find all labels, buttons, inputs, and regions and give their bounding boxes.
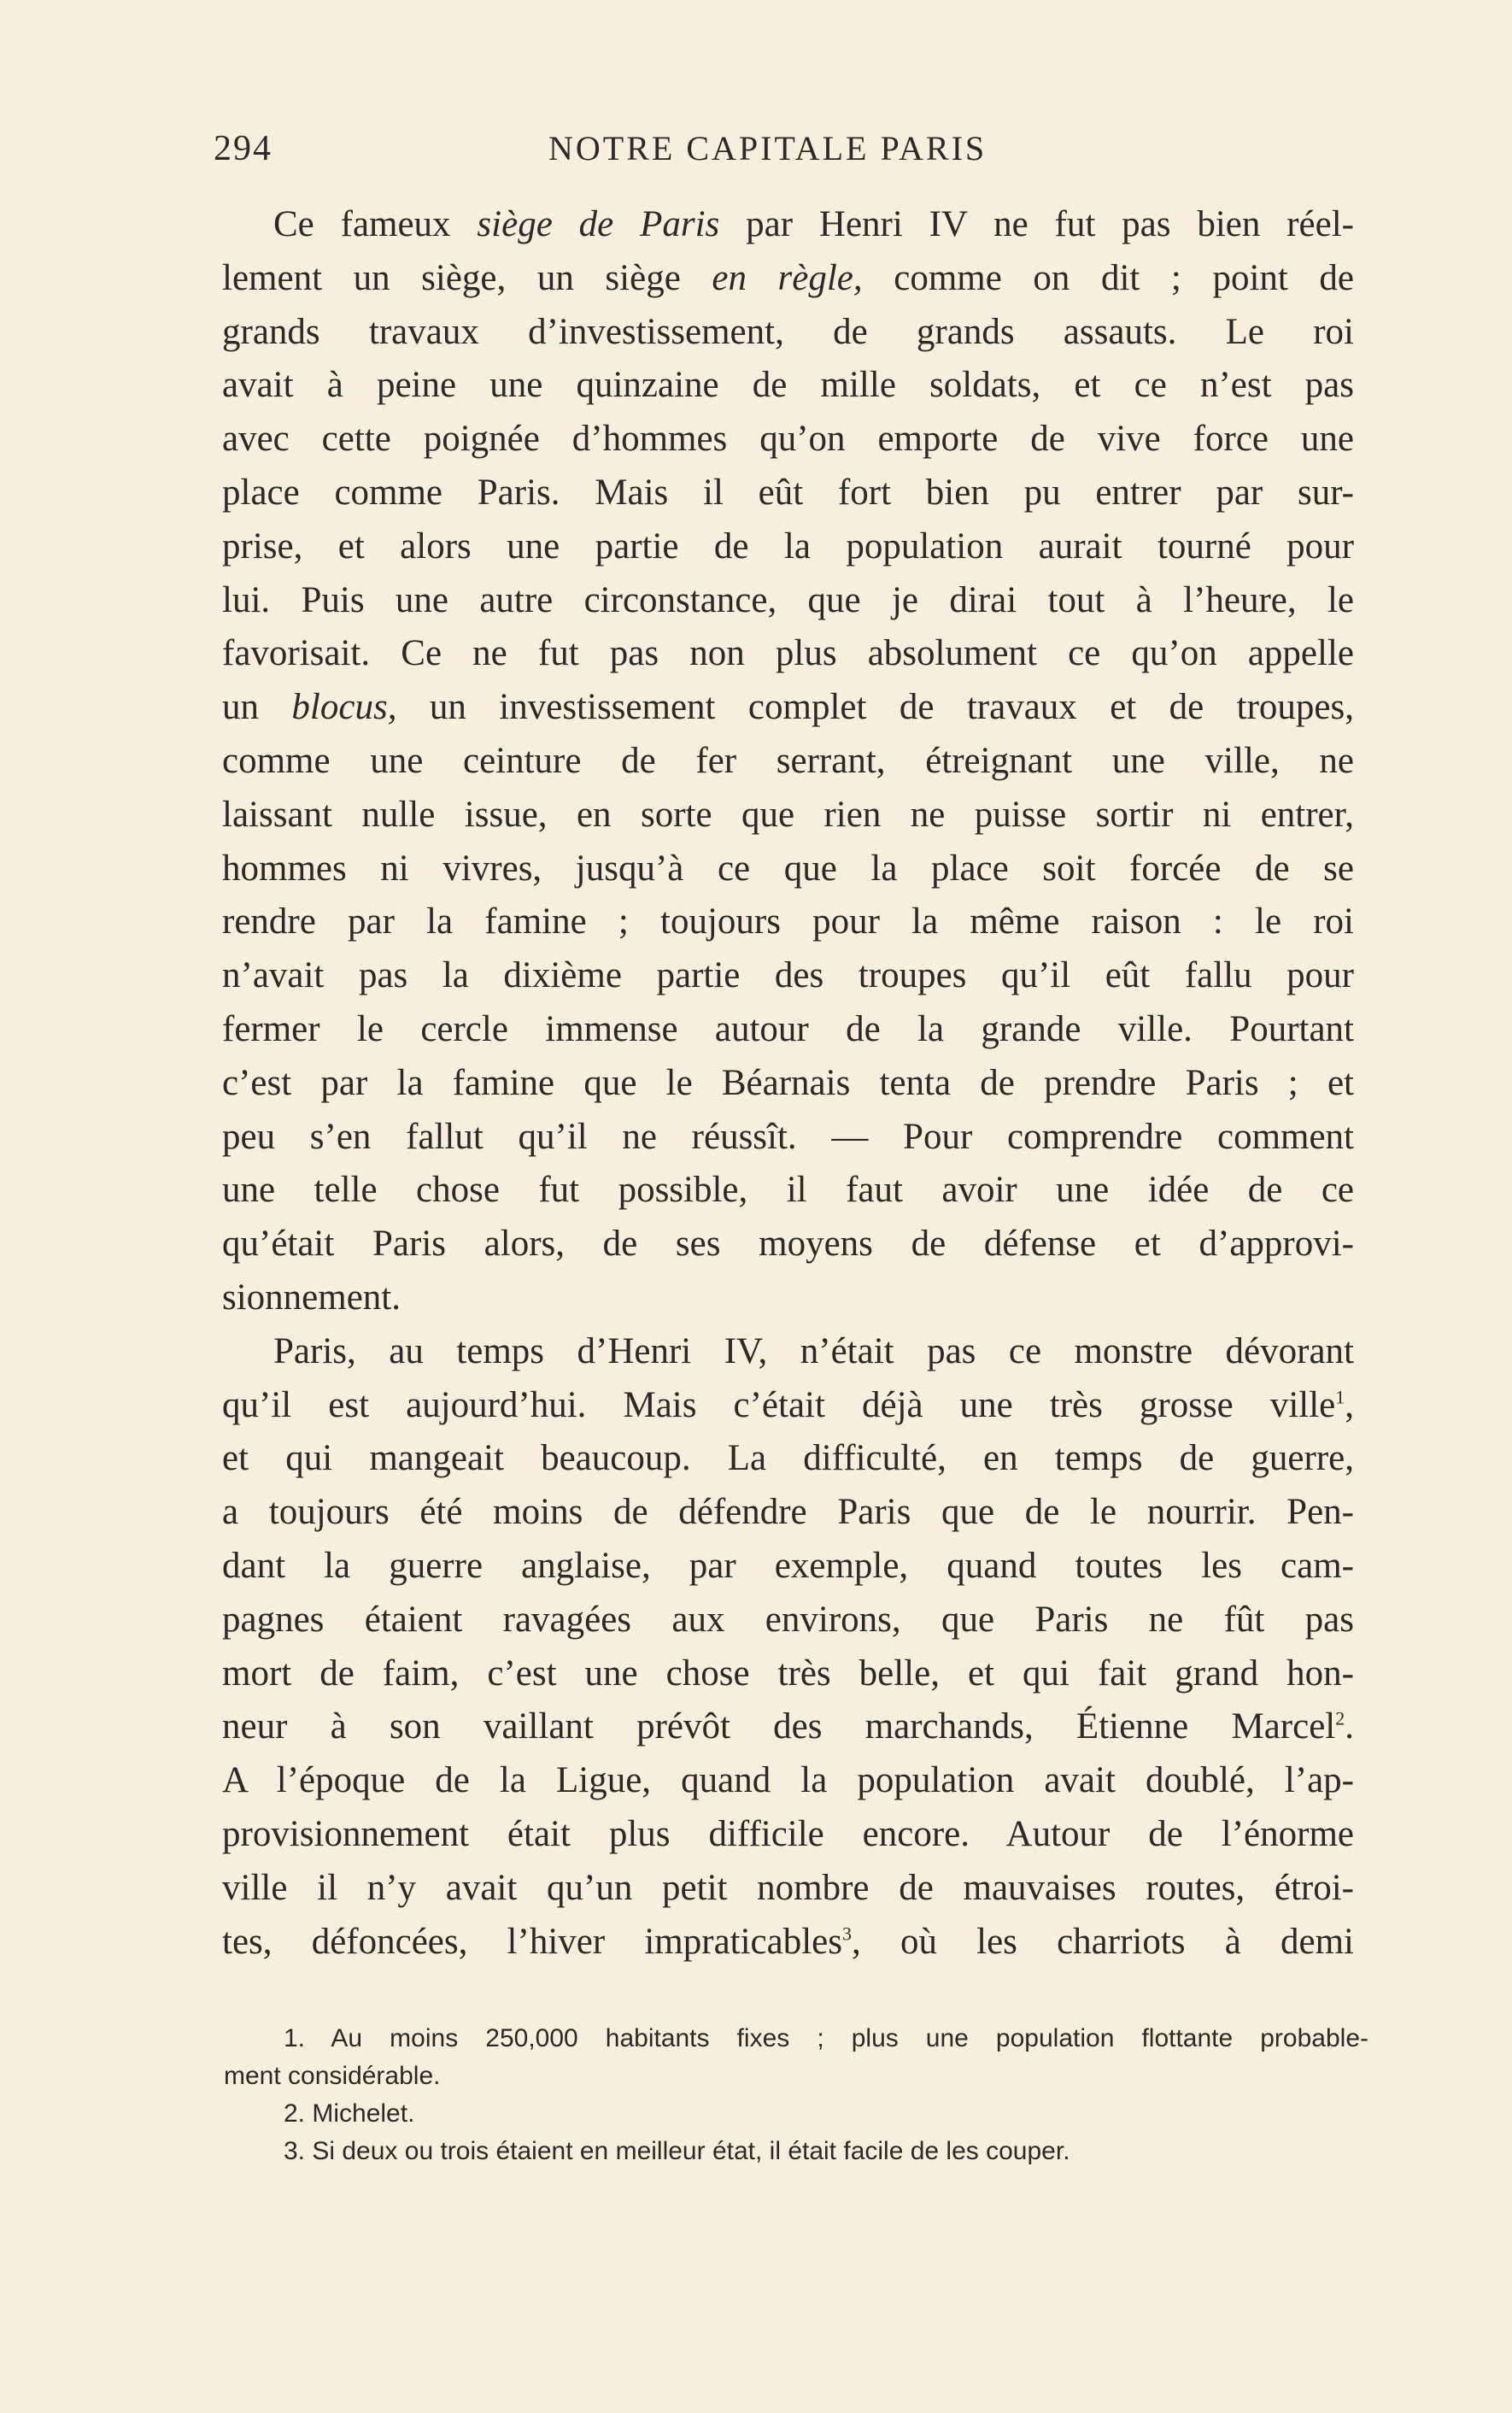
text-line: provisionnement était plus difficile encore. Autour de l’énorme [222,1813,1354,1854]
footnotes [224,2020,1368,2170]
text-line: dant la guerre anglaise, par exemple, quand toutes les cam- [222,1545,1354,1586]
text-line: et qui mangeait beaucoup. La difficulté, en temps de guerre, [222,1438,1354,1479]
text-line: a toujours été moins de défendre Paris que de le nourrir. Pen- [222,1492,1354,1533]
page-number: 294 [214,129,273,168]
footnote-ref-2: 2 [1335,1707,1345,1729]
body-text [222,198,1354,1969]
text-line: tes, défoncées, l’hiver impraticables$^3$, où les charriots à demi [222,1921,1354,1962]
text-line: un blocus, un investissement complet de travaux et de troupes, [222,687,1354,728]
text-line: favorisait. Ce ne fut pas non plus absolument ce qu’on appelle [222,633,1354,674]
footnote-ref-1: 1 [1335,1386,1345,1408]
text-line: laissant nulle issue, en sorte que rien ne puisse sortir ni entrer, [222,794,1354,835]
text-line: avec cette poignée d’hommes qu’on emporte de vive force une [222,419,1354,460]
text-line: comme une ceinture de fer serrant, étreignant une ville, ne [222,740,1354,781]
text-line: ville il n’y avait qu’un petit nombre de mauvaises routes, étroi- [222,1867,1354,1908]
text-line: prise, et alors une partie de la population aurait tourné pour [222,525,1354,567]
text-line: n’avait pas la dixième partie des troupes qu’il eût fallu pour [222,955,1354,996]
text-line: qu’il est aujourd’hui. Mais c’était déjà une très grosse ville$^1$, [222,1384,1354,1425]
text-line: sionnement. [222,1277,401,1318]
text-line: hommes ni vivres, jusqu’à ce que la place soit forcée de se [222,848,1354,889]
running-title: NOTRE CAPITALE PARIS [548,129,987,167]
text-line: grands travaux d’investissement, de grands assauts. Le roi [222,311,1354,352]
footnote-ref-3: 3 [842,1923,852,1945]
footnote-2: 2. Michelet. [284,2099,415,2128]
text-line: Ce fameux siège de Paris par Henri IV ne fut pas bien réel- [273,204,1354,244]
text-line: qu’était Paris alors, de ses moyens de défense et d’approvi- [222,1224,1354,1265]
text-line: lement un siège, un siège en règle, comme on dit ; point de [222,257,1355,298]
text-line: c’est par la famine que le Béarnais tenta de prendre Paris ; et [222,1062,1354,1103]
text-line: neur à son vaillant prévôt des marchands, Étienne Marcel$^2$. [222,1706,1354,1747]
text-line: rendre par la famine ; toujours pour la même raison : le roi [222,901,1354,942]
text-line: place comme Paris. Mais il eût fort bien pu entrer par sur- [222,472,1354,513]
text-line: Paris, au temps d’Henri IV, n’était pas ce monstre dévorant [273,1330,1354,1371]
footnote-1-continued: ment considérable. [224,2062,441,2090]
text-line: une telle chose fut possible, il faut avoir une idée de ce [222,1170,1354,1211]
footnote-3: 3. Si deux ou trois étaient en meilleur état, il était facile de les couper. [284,2137,1070,2165]
text-line: pagnes étaient ravagées aux environs, que Paris ne fût pas [222,1599,1354,1640]
footnote-1: 1. Au moins 250,000 habitants fixes ; plus une population flottante probable- [284,2024,1368,2052]
text-line: lui. Puis une autre circonstance, que je dirai tout à l’heure, le [222,579,1354,620]
page-header [214,128,1367,179]
text-line: fermer le cercle immense autour de la grande ville. Pourtant [222,1008,1354,1049]
text-line: A l’époque de la Ligue, quand la population avait doublé, l’ap- [222,1760,1354,1801]
text-line: mort de faim, c’est une chose très belle, et qui fait grand hon- [222,1653,1354,1694]
text-line: avait à peine une quinzaine de mille soldats, et ce n’est pas [222,365,1354,406]
text-line: peu s’en fallut qu’il ne réussît. — Pour comprendre comment [222,1116,1354,1157]
